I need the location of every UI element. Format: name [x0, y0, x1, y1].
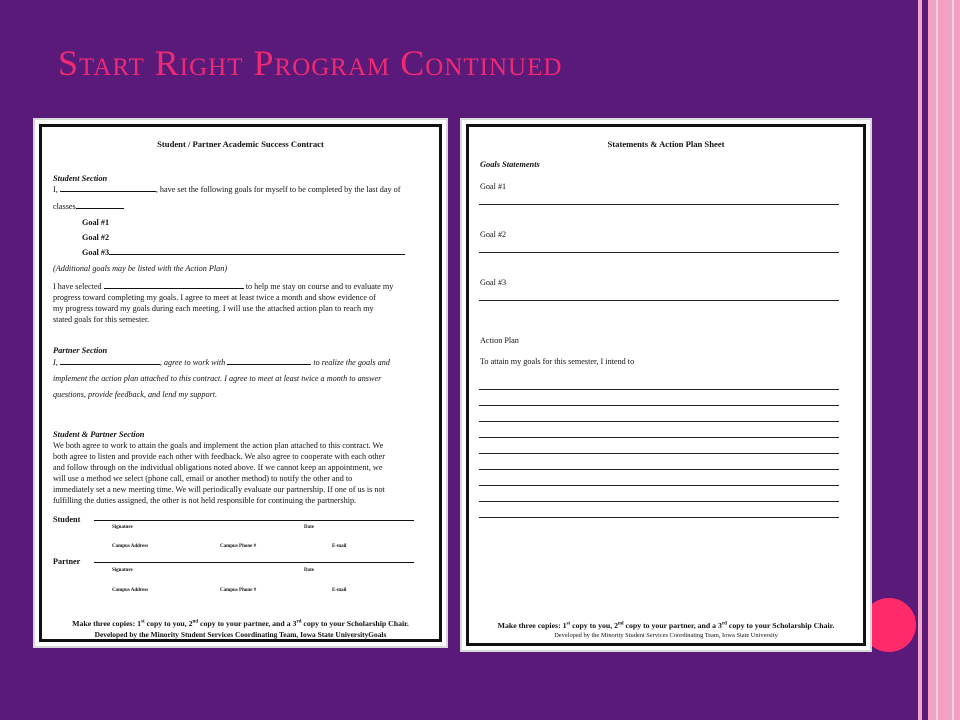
section-heading: Student & Partner Section [53, 430, 145, 439]
writing-line [479, 389, 839, 390]
text: st [141, 619, 145, 625]
writing-line [479, 300, 839, 301]
text: , agree to work with [159, 358, 226, 367]
writing-line [479, 405, 839, 406]
doc-title: Student / Partner Academic Success Contract [157, 139, 324, 149]
writing-line [479, 517, 839, 518]
text: copy to your partner, and a 3 [198, 619, 297, 628]
goal-label: Goal #2 [82, 233, 110, 242]
section-heading: Partner Section [53, 346, 108, 355]
text: copy to your Scholarship Chair. [301, 619, 409, 628]
goal-label: Goal #2 [480, 230, 507, 239]
blank-line [109, 254, 405, 255]
field-caption: Signature [112, 525, 133, 530]
goal-label [82, 247, 427, 258]
blank-line [104, 288, 244, 289]
text: progress toward completing my goals. I agree to meet at least twice a month and show evidence of [53, 293, 376, 303]
writing-line [479, 437, 839, 438]
goal-label: Goal #3 [480, 278, 507, 287]
field-caption: Campus Phone # [220, 544, 257, 549]
action-plan-document-image [460, 118, 872, 652]
blank-line [60, 364, 160, 365]
text: Make three copies: 1 [72, 619, 142, 628]
writing-line [479, 204, 839, 205]
writing-line [479, 453, 839, 454]
field-caption: Campus Address [112, 544, 149, 549]
slide-title: Start Right Program Continued [58, 43, 563, 83]
footer-developed: Developed by the Minority Student Services Coordinating Team, Iowa State UniversityGoals [94, 630, 387, 639]
text: classes [53, 202, 76, 211]
footer-copies [469, 621, 863, 632]
text-line: To attain my goals for this semester, I intend to [480, 357, 635, 366]
text: copy to your partner, and a 3 [623, 621, 722, 630]
section-heading: Goals Statements [480, 160, 540, 169]
text: to realize the goals and [313, 358, 390, 367]
text: fulfilling the duties assigned, the other is not held responsible for continuing the partnership. [53, 496, 357, 506]
text: copy to you, 2 [570, 621, 619, 630]
signature-line [94, 520, 414, 521]
text: and follow through on the individual obligations noted above. If we cannot keep an appointment, we [53, 463, 383, 473]
text-line [53, 201, 427, 212]
text: copy to you, 2 [144, 619, 193, 628]
writing-line [479, 501, 839, 502]
text: We both agree to work to attain the goals and implement the action plan attached to this contract. We [53, 441, 384, 450]
text: questions, provide feedback, and lend my support. [53, 390, 218, 400]
text: my progress toward my goals during each meeting. I will use the attached action plan to reach my [53, 304, 374, 314]
text: I, [53, 185, 58, 194]
decorative-stripe [952, 0, 954, 720]
footer-developed: Developed by the Minority Student Services Coordinating Team, Iowa State University [554, 632, 778, 639]
text: I, [53, 358, 58, 367]
text: rd [296, 619, 302, 625]
text: to help me stay on course and to evaluate my [245, 282, 394, 291]
paragraph [53, 281, 427, 325]
writing-line [479, 252, 839, 253]
text: will use a method we select (phone call, email or another method) to notify the other and to [53, 474, 353, 484]
blank-line [76, 208, 124, 209]
decorative-stripe [936, 0, 938, 720]
goal-label: Goal #1 [82, 218, 110, 227]
writing-line [479, 469, 839, 470]
text: Goal #3 [82, 248, 110, 257]
text: nd [618, 621, 624, 627]
text: immediately set a new meeting time. We will periodically evaluate our partnership. If one of us is not [53, 485, 385, 495]
field-caption: Signature [112, 568, 133, 573]
field-caption: Date [304, 568, 314, 573]
signature-label-student: Student [53, 515, 81, 524]
goal-label: Goal #1 [480, 182, 507, 191]
text: I have selected [53, 282, 102, 291]
writing-line [479, 421, 839, 422]
paragraph [53, 357, 427, 400]
signature-label-partner: Partner [53, 557, 81, 566]
text: stated goals for this semester. [53, 315, 150, 325]
doc-title: Statements & Action Plan Sheet [607, 139, 725, 149]
decorative-stripe [928, 0, 960, 720]
text-line [53, 184, 427, 195]
contract-document-image [33, 118, 448, 648]
blank-line [227, 364, 311, 365]
text: Make three copies: 1 [497, 621, 567, 630]
writing-line [479, 485, 839, 486]
text: both agree to listen and provide each other with feedback. We also agree to cooperate with each other [53, 452, 386, 462]
text: st [566, 621, 571, 627]
field-caption: Campus Phone # [220, 588, 257, 593]
paragraph [53, 440, 427, 506]
blank-line [60, 191, 156, 192]
text: nd [192, 619, 199, 625]
field-caption: Campus Address [112, 588, 149, 593]
text: , have set the following goals for myself to be completed by the last day of [155, 185, 401, 194]
field-caption: Date [304, 525, 314, 530]
field-caption: E-mail [332, 544, 347, 549]
text: copy to your Scholarship Chair. [726, 621, 835, 630]
text: implement the action plan attached to this contract. I agree to meet at least twice a month to answer [53, 374, 382, 384]
note-text: (Additional goals may be listed with the Action Plan) [53, 264, 228, 273]
section-heading: Student Section [53, 174, 108, 183]
footer-copies [42, 619, 439, 630]
signature-line [94, 562, 414, 563]
section-label: Action Plan [480, 336, 519, 345]
field-caption: E-mail [332, 588, 347, 593]
text: rd [721, 621, 727, 627]
